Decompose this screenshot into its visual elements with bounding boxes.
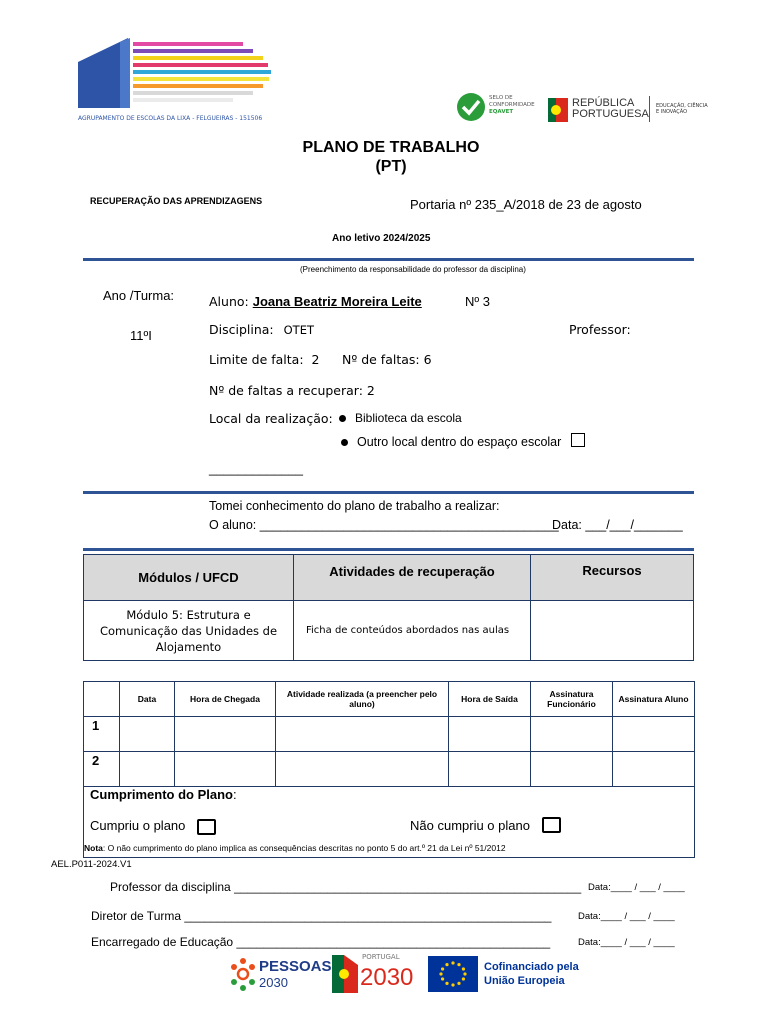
cumprimento-title: Cumprimento do Plano: (90, 787, 237, 802)
aluno-signature-line[interactable]: O aluno: ___________________________________________ (209, 518, 559, 532)
disciplina-value: OTET (283, 323, 314, 337)
eu-flag-icon (428, 956, 478, 992)
school-year: Ano letivo 2024/2025 (332, 233, 431, 244)
register-header-date: Data (120, 682, 175, 717)
register-header-number (84, 682, 120, 717)
recuperar-row: Nº de faltas a recuperar: 2 (209, 383, 375, 398)
outro-local-checkbox[interactable] (571, 433, 585, 447)
signature-diretor: Diretor de Turma _______________________________________________________ (91, 909, 552, 923)
blank-line: _____________ (209, 461, 303, 476)
register-header-arrival: Hora de Chegada (175, 682, 276, 717)
middle-rule (83, 491, 694, 494)
school-logo (78, 36, 278, 122)
cumpriu-option: Cumpriu o plano (90, 818, 216, 835)
disciplina-label: Disciplina: (209, 322, 274, 337)
title-line1: PLANO DE TRABALHO (302, 139, 480, 156)
flag-icon (332, 955, 358, 993)
people-circle-icon (229, 957, 257, 991)
portaria-text: Portaria nº 235_A/2018 de 23 de agosto (410, 197, 642, 212)
local-option-1: Biblioteca da escola (339, 411, 462, 425)
eu-logo: Cofinanciado pela União Europeia (428, 956, 588, 992)
acknowledgement-text: Tomei conhecimento do plano de trabalho a realizar: (209, 499, 500, 513)
school-caption: AGRUPAMENTO DE ESCOLAS DA LIXA - FELGUEIRAS - 151506 (78, 115, 263, 122)
portugal-2030-logo: PORTUGAL 2030 (332, 953, 426, 995)
cumpriu-checkbox[interactable] (197, 819, 216, 835)
nao-cumpriu-option: Não cumpriu o plano (410, 818, 561, 833)
ano-turma-label: Ano /Turma: (103, 288, 175, 303)
lower-rule (83, 548, 694, 551)
republica-logo: REPÚBLICA PORTUGUESA EDUCAÇÃO, CIÊNCIA E INOVAÇÃO (548, 96, 708, 126)
ack-date-line[interactable]: Data: ___/___/_______ (552, 518, 683, 532)
register-table (83, 681, 695, 787)
teacher-note: (Preenchimento da responsabilidade do professor da disciplina) (300, 265, 526, 274)
cumprimento-note: Nota: O não cumprimento do plano implica as consequências descritas no ponto 5 do art.º 21 da Lei nº 51/2012 (84, 843, 506, 853)
bullet-icon (339, 415, 346, 422)
signature-professor: Professor da disciplina ____________________________________________________ (110, 880, 582, 894)
signature-line[interactable]: ____________________________________________________ (234, 880, 582, 894)
table-row (84, 717, 695, 752)
activities-header: Atividades de recuperação (294, 555, 531, 601)
table-row (84, 752, 695, 787)
professor-label: Professor: (569, 322, 631, 337)
register-header-exit: Hora de Saída (449, 682, 531, 717)
document-title (230, 138, 552, 176)
student-number: Nº 3 (465, 294, 490, 309)
limite-row: Limite de falta: 2 (209, 352, 320, 367)
activity-cell: Ficha de conteúdos abordados nas aulas (294, 601, 531, 661)
module-cell: Módulo 5: Estrutura e Comunicação das Unidades de Alojamento (84, 601, 294, 661)
resources-cell[interactable] (531, 601, 694, 661)
recovery-subtitle: RECUPERAÇÃO DAS APRENDIZAGENS (90, 196, 263, 206)
student-name: Joana Beatriz Moreira Leite (252, 294, 422, 309)
ano-turma-value: 11ºI (130, 328, 152, 343)
faltas-value: 6 (423, 352, 432, 367)
register-header-staff-signature: Assinatura Funcionário (531, 682, 613, 717)
row-number: 1 (84, 717, 120, 752)
resources-header: Recursos (531, 555, 694, 601)
signature-date[interactable]: Data:____ / ___ / ____ (588, 882, 685, 893)
flag-shield-icon (548, 98, 568, 122)
signature-line[interactable]: _______________________________________________________ (184, 909, 552, 923)
top-rule (83, 258, 694, 261)
document-code: AEL.P011-2024.V1 (51, 859, 132, 870)
signature-date[interactable]: Data:____ / ___ / ____ (578, 911, 675, 922)
limite-value: 2 (311, 352, 320, 367)
register-header-student-signature: Assinatura Aluno (613, 682, 695, 717)
disciplina-row (209, 322, 314, 337)
pessoas-2030-logo: PESSOAS 2030 (229, 955, 329, 995)
signature-line[interactable]: _______________________________________________ (236, 935, 551, 949)
student-name-row (209, 294, 422, 309)
signature-date[interactable]: Data:____ / ___ / ____ (578, 937, 675, 948)
local-option-2: Outro local dentro do espaço escolar (341, 435, 585, 449)
recuperar-value: 2 (366, 383, 375, 398)
aluno-label: Aluno: (209, 294, 249, 309)
modules-header: Módulos / UFCD (84, 555, 294, 601)
bullet-icon (341, 439, 348, 446)
nao-cumpriu-checkbox[interactable] (542, 817, 561, 833)
local-label: Local da realização: (209, 411, 333, 426)
title-line2: (PT) (375, 158, 407, 175)
check-icon (456, 92, 486, 122)
signature-encarregado: Encarregado de Educação _______________________________________________ (91, 935, 551, 949)
faltas-row: Nº de faltas: 6 (342, 352, 432, 367)
eqavet-seal: SELO DE CONFORMIDADE EQAVET (456, 92, 548, 124)
row-number: 2 (84, 752, 120, 787)
register-header-activity: Atividade realizada (a preencher pelo aluno) (276, 682, 449, 717)
modules-table (83, 554, 694, 661)
